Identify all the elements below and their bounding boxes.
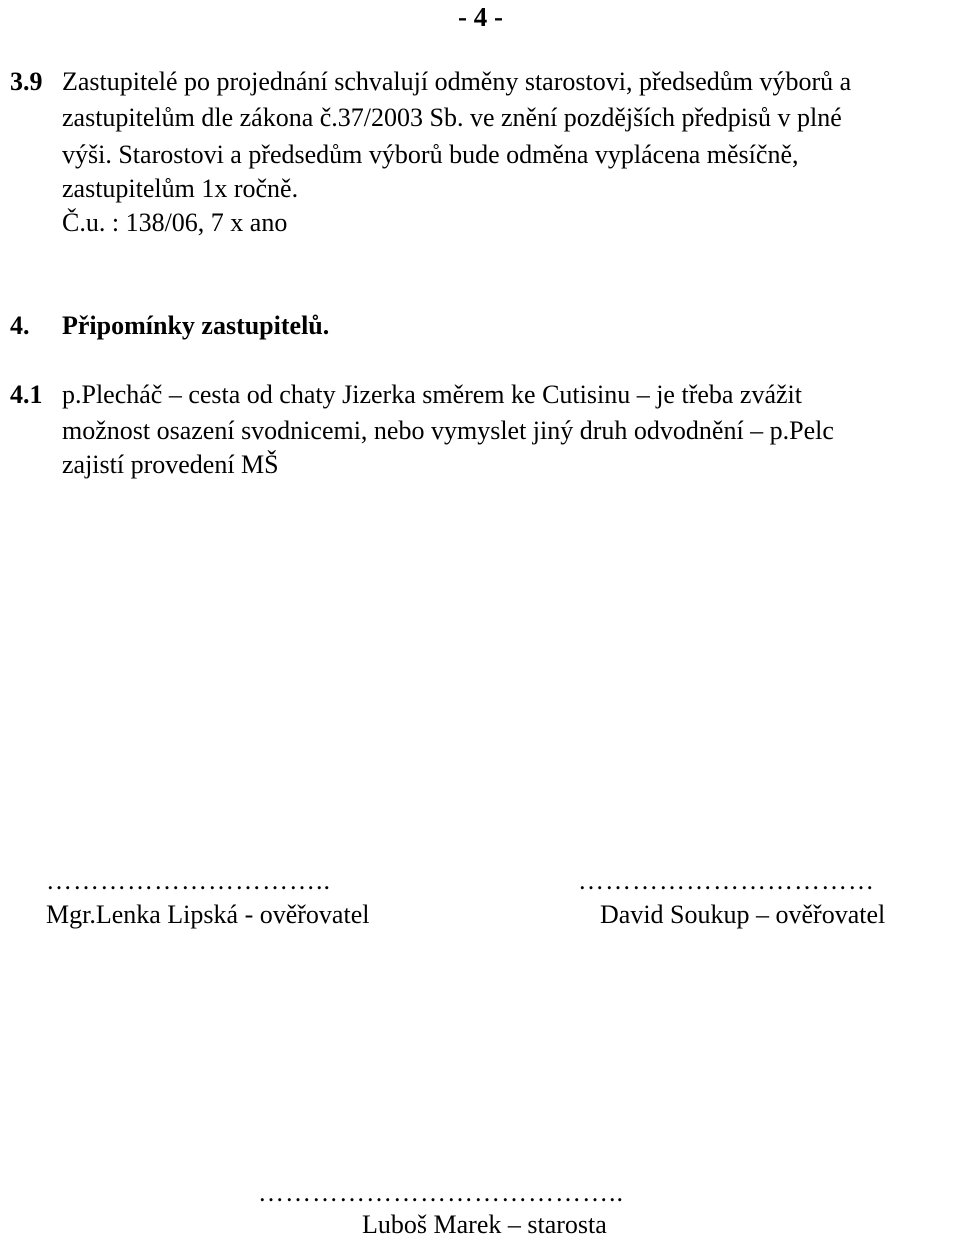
section-3-9-vote-result: Č.u. : 138/06, 7 x ano: [62, 208, 288, 237]
section-3-9-line: zastupitelům dle zákona č.37/2003 Sb. ve znění pozdějších předpisů v plné: [62, 103, 842, 132]
section-4-1-line: p.Plecháč – cesta od chaty Jizerka směrem ke Cutisinu – je třeba zvážit: [62, 380, 802, 409]
section-4-1-number: 4.1: [10, 380, 43, 409]
section-3-9-line: výši. Starostovi a předsedům výborů bude odměna vyplácena měsíčně,: [62, 140, 799, 169]
signature-label-right: David Soukup – ověřovatel: [600, 900, 886, 929]
signature-line-left: …………………………..: [46, 866, 331, 895]
section-3-9-number: 3.9: [10, 67, 43, 96]
signature-line-right: ……………………………: [578, 866, 875, 895]
section-3-9-line: zastupitelům 1x ročně.: [62, 174, 299, 203]
section-4-1-line: možnost osazení svodnicemi, nebo vymyslet jiný druh odvodnění – p.Pelc: [62, 416, 834, 445]
signature-line-mayor: …………………………………..: [258, 1178, 624, 1207]
section-4-title: Připomínky zastupitelů.: [62, 311, 330, 340]
section-4-1-line: zajistí provedení MŠ: [62, 450, 279, 479]
section-4-number: 4.: [10, 311, 30, 340]
signature-label-mayor: Luboš Marek – starosta: [362, 1210, 607, 1239]
page-number: - 4 -: [458, 2, 503, 32]
signature-label-left: Mgr.Lenka Lipská - ověřovatel: [46, 900, 370, 929]
section-3-9-line: Zastupitelé po projednání schvalují odměny starostovi, předsedům výborů a: [62, 67, 852, 96]
